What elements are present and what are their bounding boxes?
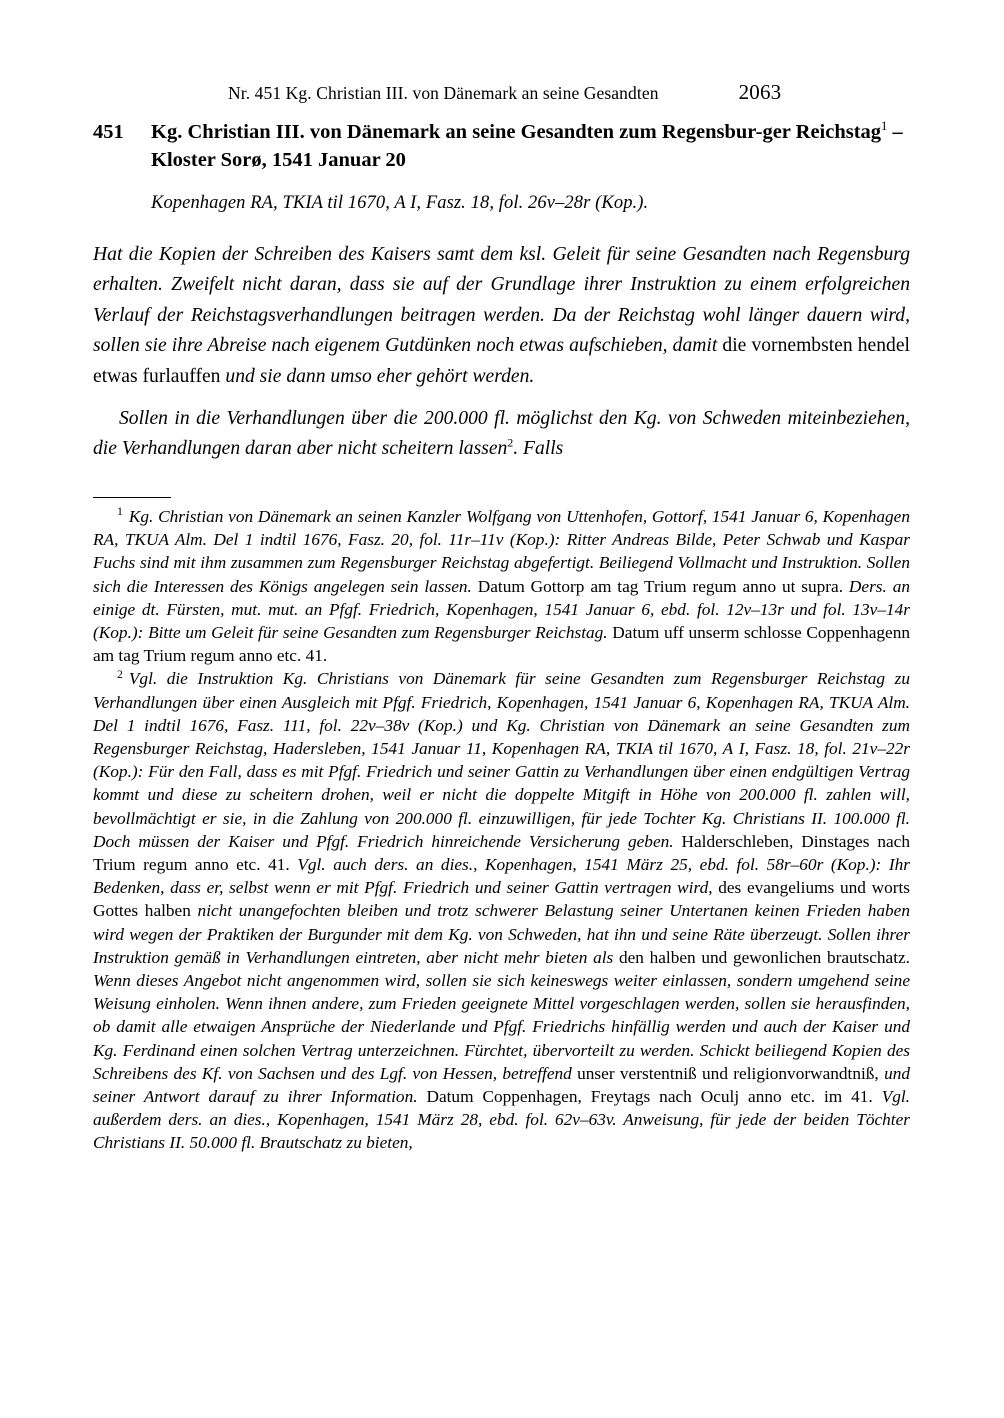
- text-run-roman-1: Datum Gottorp am tag Trium regum anno ut supra.: [477, 576, 849, 596]
- document-title-line3: – Kloster Sorø, 1541 Januar 20: [151, 121, 903, 171]
- document-number: 451: [93, 121, 124, 143]
- text-run-italic-2: Vgl. auch ders. an dies., Kopenhagen, 1541 März 25, ebd. fol. 58r–60r (Kop.): Ihr Bedenken, dass er, selbst wenn er mit Pfgf. Friedrich und seiner Gattin vertragen wird,: [93, 855, 910, 898]
- document-title: [151, 118, 910, 174]
- title-footnote-ref-1[interactable]: 1: [881, 119, 888, 134]
- text-run-roman-9: Datum Coppenhagen, Freytags nach Oculj anno etc. im 41.: [426, 1087, 882, 1107]
- running-header-title: Nr. 451 Kg. Christian III. von Dänemark an seine Gesandten: [228, 83, 659, 103]
- footnote-2-marker: 2: [117, 667, 123, 681]
- footnotes-block: [93, 505, 910, 1155]
- text-run-roman-5: den halben und gewonlichen brautschatz.: [618, 947, 910, 967]
- text-run-roman-3: Datum uff unserm schlosse Coppenhagenn am tag Trium regum anno etc. 41.: [93, 623, 910, 666]
- text-run-italic-8: und seiner Antwort darauf zu ihrer Information.: [93, 1063, 910, 1107]
- text-run-italic-6: Wenn dieses Angebot nicht angenommen wird, sollen sie sich keineswegs weiter einlassen, sondern umgehend seine Weisung einholen. Wenn ihnen andere, zum Frieden geeignete Mittel vorgeschlagen werden, sollen sie herausfinden, ob damit alle etwaigen Ansprüche der Niederlande und Pfgf. Friedrichs hinfällig werden und auch der Kaiser und Kg. Ferdinand einen solchen Vertrag unterzeichnen. Fürchtet, übervorteilt zu werden. Schickt beiliegend Kopien des Schreibens des Kf. von Sachsen und des Lgf. von Hessen, betreffend: [93, 971, 910, 1083]
- text-run-italic-0: Vgl. die Instruktion Kg. Christians von Dänemark für seine Gesandten zum Regensburger Reichstag zu Verhandlungen über einen Ausgleich mit Pfgf. Friedrich, Kopenhagen, 1541 Januar 6, Kopenhagen RA, TKUA Alm. Del 1 indtil 1676, Fasz. 111, fol. 22v–38v (Kop.) und Kg. Christian von Dänemark an seine Gesandten zum Regensburger Reichstag, Hadersleben, 1541 Januar 11, Kopenhagen RA, TKIA til 1670, A I, Fasz. 18, fol. 21v–22r (Kop.): Für den Fall, dass es mit Pfgf. Friedrich und seiner Gattin zu Verhandlungen über einen endgültigen Vertrag kommt und diese zu scheitern drohen, weil er nicht die doppelte Mitgift in Höhe von 200.000 fl. zahlen will, bevollmächtigt er sie, in die Zahlung von 200.000 fl. einzuwilligen, für jede Tochter Kg. Christians II. 100.000 fl. Doch müssen der Kaiser und Pfgf. Friedrich hinreichende Versicherung geben.: [93, 669, 910, 851]
- text-run-roman-7: unser verstentniß und religionvorwandtniß,: [577, 1063, 885, 1083]
- footnote-1-text: [93, 507, 910, 665]
- text-run-roman-1: Halderschleben, Dinstages nach Trium regum anno etc. 41.: [93, 831, 910, 875]
- regest-paragraph-1: [93, 240, 910, 392]
- regest-p1-quote-1: die vornembsten hendel etwas furlauffen: [93, 335, 910, 387]
- regest-body: [93, 240, 910, 465]
- regest-footnote-ref-2[interactable]: 2: [507, 436, 514, 450]
- archive-citation: Kopenhagen RA, TKIA til 1670, A I, Fasz. 18, fol. 26v–28r (Kop.).: [151, 193, 649, 213]
- footnote-2-text: [93, 669, 910, 1152]
- running-header: [93, 80, 910, 105]
- regest-p2-italic-2: . Falls: [513, 438, 564, 460]
- regest-paragraph-2: [93, 404, 910, 465]
- document-title-line2: ger Reichstag: [762, 121, 882, 143]
- regest-p1-italic-2: und sie dann umso eher gehört werden.: [225, 365, 535, 387]
- document-heading: [93, 118, 910, 174]
- footnote-1-marker: 1: [117, 505, 123, 519]
- text-run-italic-2: Ders. an einige dt. Fürsten, mut. mut. an Pfgf. Friedrich, Kopenhagen, 1541 Januar 6, ebd. fol. 12v–13r und fol. 13v–14r (Kop.): Bitte um Geleit für seine Gesandten zum Regensburger Reichstag.: [93, 576, 911, 643]
- footnote-2: [93, 667, 910, 1154]
- text-run-italic-10: Vgl. außerdem ders. an dies., Kopenhagen, 1541 März 28, ebd. fol. 62v–63v. Anweisung, für jede der beiden Töchter Christians II. 50.000 fl. Brautschatz zu bieten,: [93, 1087, 911, 1153]
- page-number: 2063: [738, 80, 782, 104]
- footnote-separator-rule: [93, 497, 171, 498]
- text-run-italic-4: nicht unangefochten bleiben und trotz schwerer Belastung seiner Untertanen keinen Frieden haben wird wegen der Praktiken der Burgunder mit dem Kg. von Schweden, hat ihn und seine Räte überzeugt. Sollen ihrer Instruktion gemäß in Verhandlungen eintreten, aber nicht mehr bieten als: [93, 901, 910, 967]
- text-run-italic-0: Kg. Christian von Dänemark an seinen Kanzler Wolfgang von Uttenhofen, Gottorf, 1541 Januar 6, Kopenhagen RA, TKUA Alm. Del 1 indtil 1676, Fasz. 20, fol. 11r–11v (Kop.): Ritter Andreas Bilde, Peter Schwab und Kaspar Fuchs sind mit ihm zusammen zum Regensburger Reichstag abgefertigt. Beiliegend Vollmacht und Instruktion. Sollen sich die Interessen des Königs angelegen sein lassen.: [93, 507, 910, 596]
- text-run-roman-3: des evangeliums und worts Gottes halben: [93, 878, 910, 921]
- footnote-1: [93, 505, 910, 667]
- regest-p2-italic-1: Sollen in die Verhandlungen über die 200.000 fl. möglichst den Kg. von Schweden miteinbeziehen, die Verhandlungen daran aber nicht scheitern lassen: [93, 408, 910, 460]
- regest-p1-italic-1: Hat die Kopien der Schreiben des Kaisers samt dem ksl. Geleit für seine Gesandten nach Regensburg erhalten. Zweifelt nicht daran, dass sie auf der Grundlage ihrer Instruktion zu einem erfolgreichen Verlauf der Reichstagsverhandlungen beitragen werden. Da der Reichstag wohl länger dauern wird, sollen sie ihre Abreise nach eigenem Gutdünken noch etwas aufschieben, damit: [93, 244, 910, 357]
- document-title-line1: Kg. Christian III. von Dänemark an seine Gesandten zum Regensbur-: [151, 121, 763, 143]
